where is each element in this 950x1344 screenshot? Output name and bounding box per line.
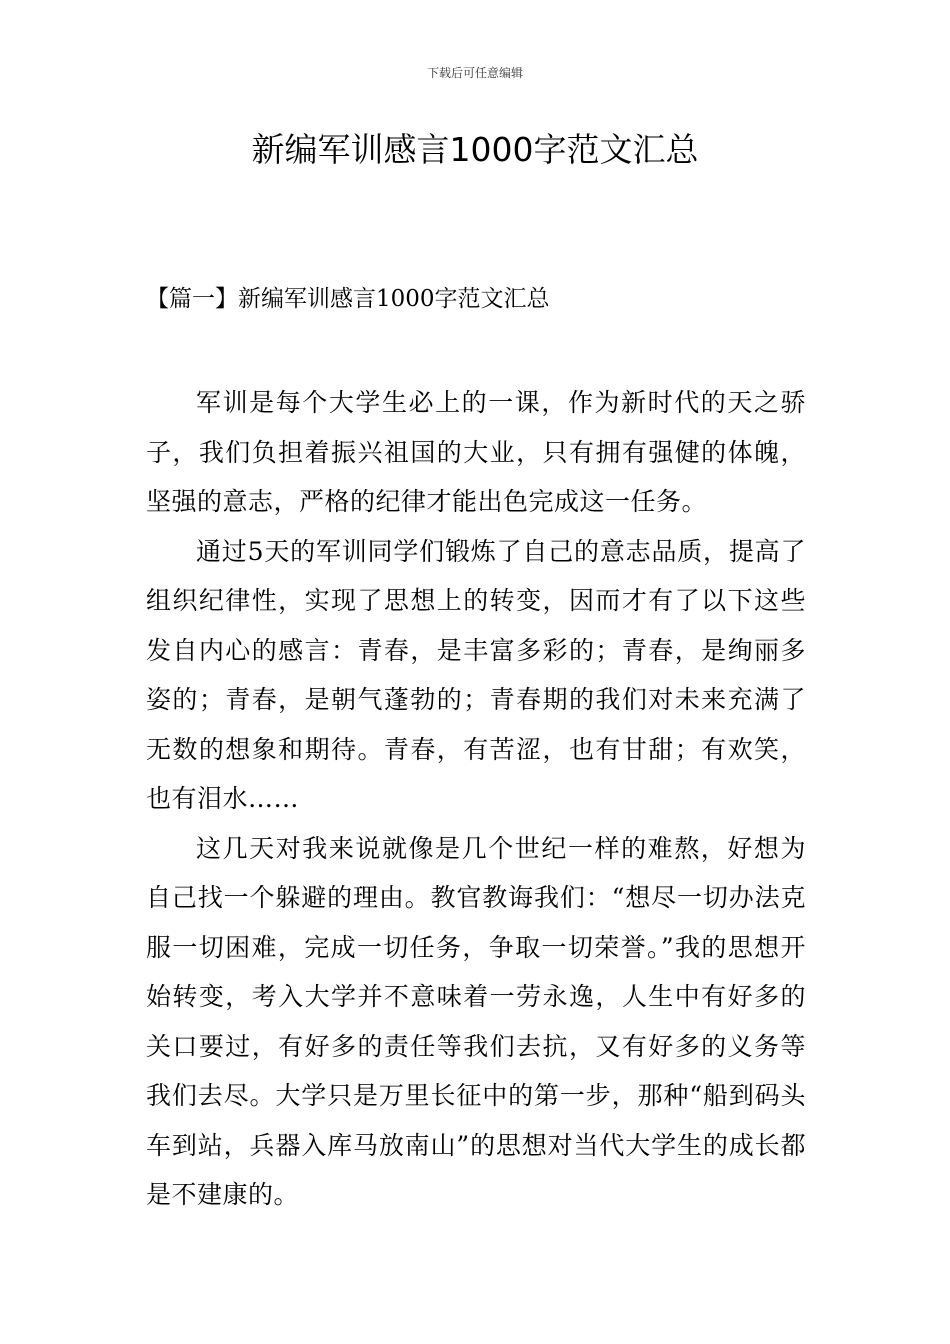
paragraph-2: 通过5天的军训同学们锻炼了自己的意志品质，提高了组织纪律性，实现了思想上的转变，因而才有了以下这些发自内心的感言：青春，是丰富多彩的；青春，是绚丽多姿的；青春，是朝气蓬勃的；青春期的我们对未来充满了无数的想象和期待。青春，有苦涩，也有甘甜；有欢笑，也有泪水……: [146, 536, 806, 813]
header-note: 下载后可任意编辑: [426, 66, 523, 80]
document-title: 新编军训感言1000字范文汇总: [251, 130, 699, 169]
paragraph-1: 军训是每个大学生必上的一课，作为新时代的天之骄子，我们负担着振兴祖国的大业，只有拥有强健的体魄，坚强的意志，严格的纪律才能出色完成这一任务。: [146, 388, 806, 516]
section-heading: 【篇一】新编军训感言1000字范文汇总: [146, 286, 550, 312]
paragraph-3: 这几天对我来说就像是几个世纪一样的难熬，好想为自己找一个躲避的理由。教官教诲我们：“想尽一切办法克服一切困难，完成一切任务，争取一切荣誉。”我的思想开始转变，考入大学并不意味着一劳永逸，人生中有好多的关口要过，有好多的责任等我们去抗，又有好多的义务等我们去尽。大学只是万里长征中的第一步，那种“船到码头车到站，兵器入库马放南山”的思想对当代大学生的成长都是不建康的。: [146, 833, 806, 1209]
body-text: [146, 378, 806, 1220]
